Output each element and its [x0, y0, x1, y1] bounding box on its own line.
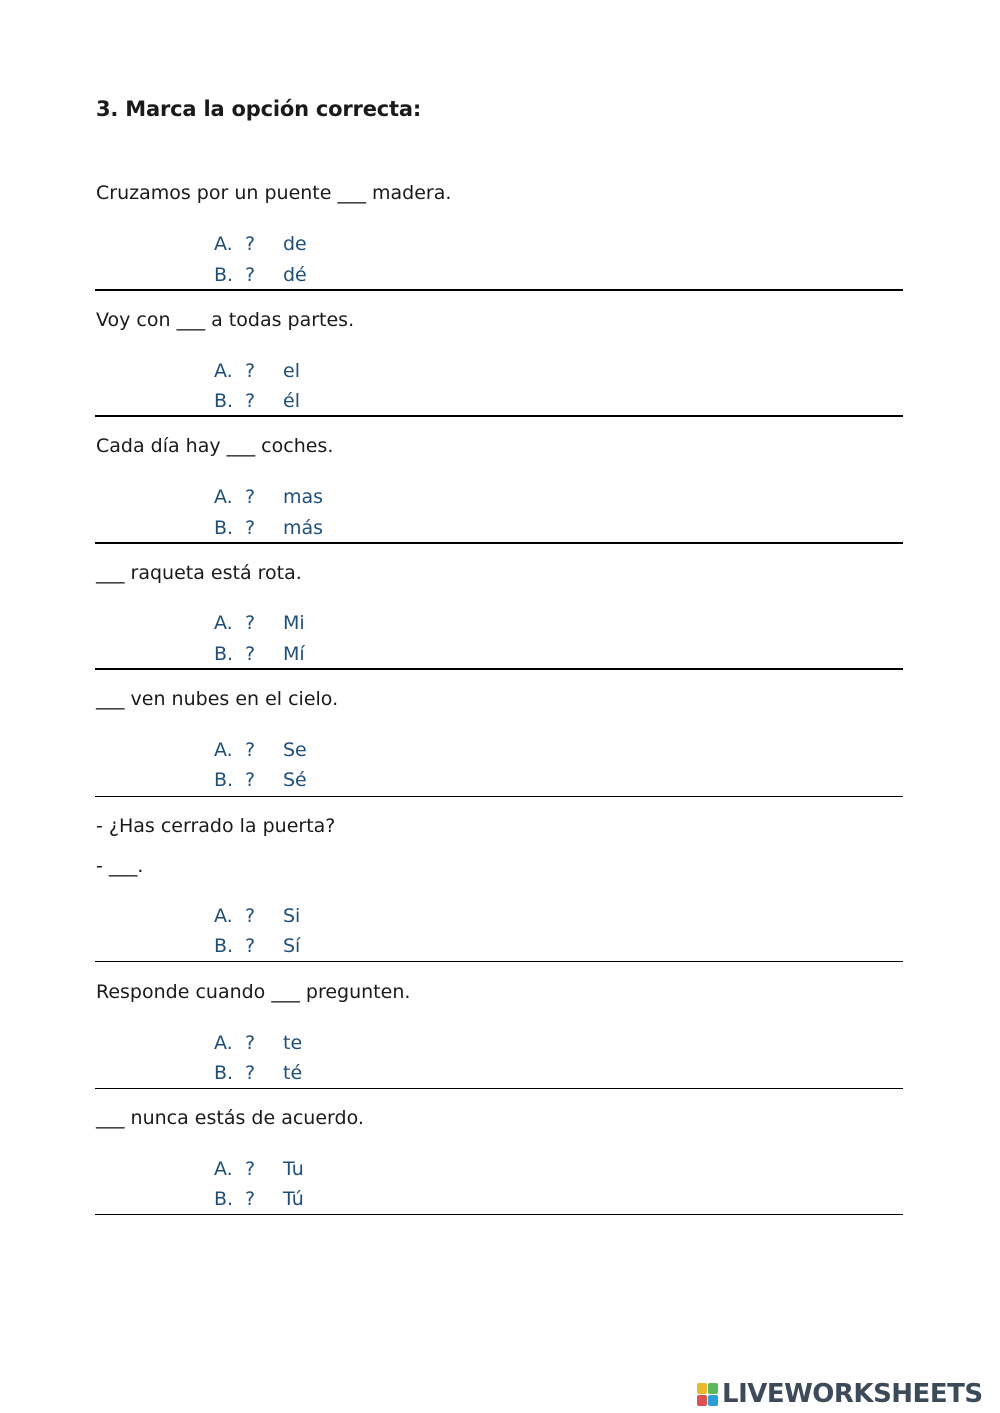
answer-checkbox[interactable]: ? — [245, 1188, 256, 1210]
answer-checkbox[interactable]: ? — [245, 935, 256, 957]
question-4: ___ raqueta está rota. — [96, 562, 302, 584]
answer-checkbox[interactable]: ? — [245, 390, 256, 412]
option-letter: A. — [214, 1158, 233, 1180]
option-4b[interactable] — [214, 643, 305, 665]
divider — [95, 668, 903, 670]
option-letter: A. — [214, 905, 233, 927]
answer-checkbox[interactable]: ? — [245, 517, 256, 539]
question-1: Cruzamos por un puente ___ madera. — [96, 182, 452, 204]
option-2a[interactable] — [214, 360, 300, 382]
option-letter: B. — [214, 264, 234, 286]
option-letter: B. — [214, 1188, 234, 1210]
option-text: Tu — [283, 1158, 304, 1180]
logo-text: LIVEWORKSHEETS — [722, 1379, 983, 1409]
option-text: Tú — [283, 1188, 304, 1210]
option-3b[interactable] — [214, 517, 323, 539]
answer-checkbox[interactable]: ? — [245, 264, 256, 286]
option-8a[interactable] — [214, 1158, 304, 1180]
option-letter: A. — [214, 233, 233, 255]
option-text: Mi — [283, 612, 305, 634]
answer-checkbox[interactable]: ? — [245, 769, 256, 791]
answer-checkbox[interactable]: ? — [245, 360, 256, 382]
option-2b[interactable] — [214, 390, 300, 412]
option-text: más — [283, 517, 324, 539]
question-3: Cada día hay ___ coches. — [96, 435, 334, 457]
liveworksheets-logo[interactable] — [697, 1378, 983, 1410]
option-5a[interactable] — [214, 739, 307, 761]
option-6a[interactable] — [214, 905, 300, 927]
option-letter: B. — [214, 643, 234, 665]
answer-checkbox[interactable]: ? — [245, 1032, 256, 1054]
option-7a[interactable] — [214, 1032, 302, 1054]
option-letter: A. — [214, 1032, 233, 1054]
option-8b[interactable] — [214, 1188, 304, 1210]
option-text: el — [283, 360, 300, 382]
question-8: ___ nunca estás de acuerdo. — [96, 1107, 364, 1129]
option-text: de — [283, 233, 307, 255]
divider — [95, 1088, 903, 1089]
question-2: Voy con ___ a todas partes. — [96, 309, 355, 331]
question-7: Responde cuando ___ pregunten. — [96, 981, 411, 1003]
option-6b[interactable] — [214, 935, 300, 957]
answer-checkbox[interactable]: ? — [245, 612, 256, 634]
question-5: ___ ven nubes en el cielo. — [96, 688, 339, 710]
divider — [95, 1214, 903, 1215]
liveworksheets-logo-icon — [697, 1383, 718, 1406]
option-text: Si — [283, 905, 301, 927]
option-letter: B. — [214, 935, 234, 957]
page-title: 3. Marca la opción correcta: — [96, 97, 422, 121]
option-letter: A. — [214, 486, 233, 508]
answer-checkbox[interactable]: ? — [245, 233, 256, 255]
divider — [95, 961, 903, 962]
option-letter: B. — [214, 517, 234, 539]
option-text: mas — [283, 486, 324, 508]
option-letter: B. — [214, 1062, 234, 1084]
answer-checkbox[interactable]: ? — [245, 1062, 256, 1084]
option-text: té — [283, 1062, 303, 1084]
divider — [95, 796, 903, 797]
option-4a[interactable] — [214, 612, 305, 634]
option-7b[interactable] — [214, 1062, 302, 1084]
answer-checkbox[interactable]: ? — [245, 1158, 256, 1180]
question-6: - ¿Has cerrado la puerta? — [96, 815, 336, 837]
answer-checkbox[interactable]: ? — [245, 643, 256, 665]
option-text: Sé — [283, 769, 307, 791]
option-letter: A. — [214, 612, 233, 634]
divider — [95, 542, 903, 544]
divider — [95, 289, 903, 291]
option-text: él — [283, 390, 300, 412]
option-letter: B. — [214, 390, 234, 412]
question-6-reply: - ___. — [96, 855, 144, 877]
option-text: te — [283, 1032, 303, 1054]
option-5b[interactable] — [214, 769, 307, 791]
option-text: Sí — [283, 935, 301, 957]
answer-checkbox[interactable]: ? — [245, 739, 256, 761]
option-1a[interactable] — [214, 233, 307, 255]
option-letter: A. — [214, 360, 233, 382]
divider — [95, 415, 903, 417]
option-letter: B. — [214, 769, 234, 791]
option-letter: A. — [214, 739, 233, 761]
option-1b[interactable] — [214, 264, 307, 286]
answer-checkbox[interactable]: ? — [245, 905, 256, 927]
option-text: dé — [283, 264, 307, 286]
option-text: Mí — [283, 643, 305, 665]
answer-checkbox[interactable]: ? — [245, 486, 256, 508]
option-text: Se — [283, 739, 307, 761]
option-3a[interactable] — [214, 486, 323, 508]
